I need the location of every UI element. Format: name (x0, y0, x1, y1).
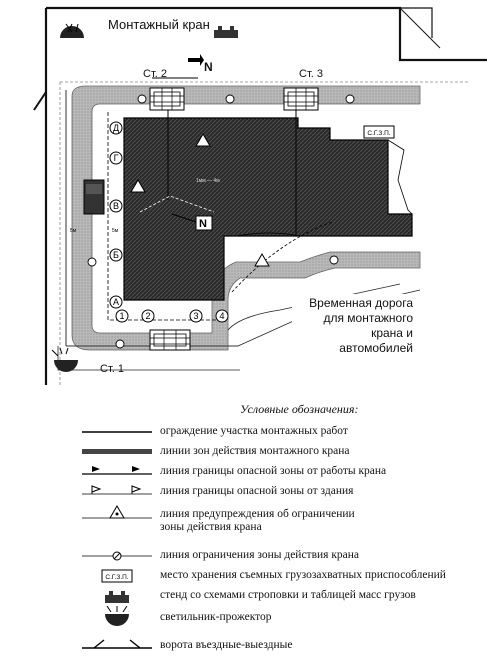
row-axes (110, 122, 122, 308)
legend-row-restriction (0, 546, 487, 566)
storage-box-icon (80, 566, 154, 586)
legend-label: линии зон действия монтажного крана (160, 445, 350, 457)
legend-row-gate (0, 636, 487, 656)
legend-title: Условные обозначения: (240, 402, 359, 416)
slinging-stand-icon (214, 26, 238, 38)
legend-row-stand (0, 586, 487, 606)
legend-row-fence (0, 422, 487, 442)
station-3-label: Ст. 3 (299, 68, 323, 80)
legend-row-warning (0, 504, 487, 538)
legend-label: стенд со схемами строповки и таблицей масс грузов (160, 589, 416, 601)
restriction-circle-icon (80, 546, 154, 566)
fence-line-icon (80, 422, 154, 442)
floodlight-icon (80, 606, 154, 630)
road-note: Временная дорога для монтажного крана и автомобилей (292, 294, 416, 358)
svg-text:5м: 5м (70, 228, 77, 234)
legend-row-crane-danger (0, 462, 487, 482)
crane-st2 (150, 88, 184, 110)
column-axis-label: 4 (219, 311, 225, 321)
north-arrow-top (188, 54, 204, 66)
legend-label: линия ограничения зоны действия крана (160, 549, 360, 561)
column-axis-label: 3 (193, 311, 199, 321)
legend-label: линия предупреждения об ограничении зоны действия крана (160, 508, 355, 533)
building-danger-flag-icon (80, 482, 154, 502)
legend-row-floodlight (0, 606, 487, 630)
row-axis-label: А (112, 297, 120, 307)
row-axis-label: В (112, 201, 120, 211)
gate-mark (34, 92, 46, 110)
legend-label: светильник-прожектор (160, 611, 272, 623)
floodlight-top (60, 24, 84, 38)
crane-st1 (150, 330, 190, 350)
row-axis-label: Д (112, 123, 120, 133)
legend-row-storage (0, 566, 487, 586)
row-axis-label: Г (113, 153, 119, 163)
svg-text:N: N (199, 218, 207, 230)
gate-icon (80, 636, 154, 656)
svg-text:С.Г.З.П.: С.Г.З.П. (105, 574, 129, 581)
crane-label: Монтажный кран (108, 17, 210, 32)
slinging-stand-icon (80, 586, 154, 606)
column-axis-label: 2 (145, 311, 151, 321)
legend-row-building-danger (0, 482, 487, 502)
crane-zone-line-icon (80, 442, 154, 462)
legend-label: линия границы опасной зоны от работы крана (160, 465, 387, 477)
legend-label: место хранения съемных грузозахватных приспособлений (160, 569, 446, 581)
warning-triangle-icon (80, 504, 154, 524)
station-2-label: Ст. 2 (143, 68, 167, 80)
legend-label: ограждение участка монтажных работ (160, 425, 348, 437)
legend-label: линия границы опасной зоны от здания (160, 485, 354, 497)
svg-text:С.Г.З.П.: С.Г.З.П. (367, 130, 391, 137)
crane-danger-flag-icon (80, 462, 154, 482)
svg-text:5м: 5м (112, 228, 119, 234)
column-axis-label: 1 (119, 311, 125, 321)
legend-row-crane-zone (0, 442, 487, 462)
legend-label: ворота въездные-выездные (160, 639, 293, 651)
north-label: N (204, 60, 213, 74)
svg-text:1мм — 4м: 1мм — 4м (196, 178, 220, 184)
row-axis-label: Б (113, 250, 119, 260)
station-1-label: Ст. 1 (100, 363, 124, 375)
crane-st3 (284, 88, 318, 110)
floodlight-bottom (52, 348, 78, 372)
